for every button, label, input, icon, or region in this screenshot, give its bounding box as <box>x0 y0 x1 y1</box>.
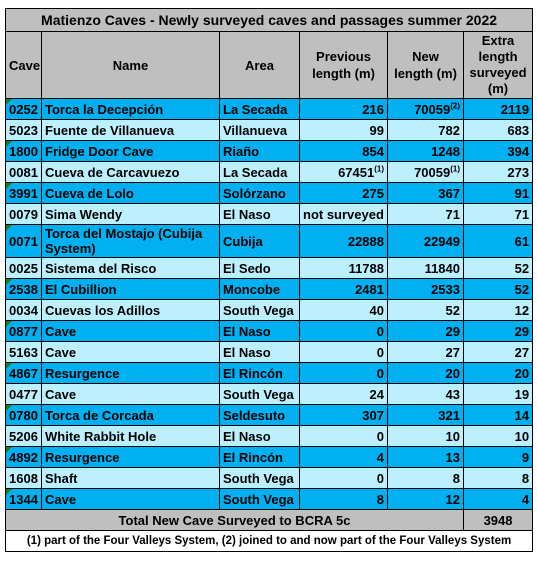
cell-cave-number <box>6 321 42 342</box>
cell-name <box>42 321 220 342</box>
cell-new-length <box>388 99 464 120</box>
table-row <box>6 363 533 384</box>
cell-extra-length <box>464 99 533 120</box>
cell-name <box>42 426 220 447</box>
cell-previous-length-text: 99 <box>369 122 384 138</box>
cell-name <box>42 99 220 120</box>
cell-previous-length <box>300 162 388 183</box>
cell-name-text: Torca del Mostajo (Cubija System) <box>45 226 203 256</box>
cell-previous-length <box>300 384 388 405</box>
cell-new-length <box>388 141 464 162</box>
cell-new-length-text: 20 <box>445 365 460 381</box>
cell-cave-number <box>6 120 42 141</box>
cell-new-length-text: 12 <box>445 491 460 507</box>
cell-new-length <box>388 489 464 510</box>
table-title: Matienzo Caves - Newly surveyed caves and passages summer 2022 <box>6 9 533 32</box>
cell-new-length <box>388 225 464 258</box>
cell-extra-length-text: 91 <box>514 185 530 201</box>
cell-previous-length-text: 4 <box>376 449 384 465</box>
cell-area-text: El Sedo <box>223 260 271 276</box>
table-row <box>6 225 533 258</box>
cell-previous-length-text: 0 <box>376 365 384 381</box>
cell-previous-length <box>300 363 388 384</box>
cell-area <box>220 489 300 510</box>
cell-new-length-text: 8 <box>452 470 460 486</box>
cell-cave-number <box>6 258 42 279</box>
table-row <box>6 183 533 204</box>
cell-area-text: Moncobe <box>223 281 281 297</box>
caves-table <box>5 8 533 552</box>
total-value: 3948 <box>464 510 533 531</box>
cell-extra-length <box>464 183 533 204</box>
cell-previous-length-footnote: (1) <box>374 164 384 174</box>
cell-cave-number <box>6 183 42 204</box>
cell-extra-length-text: 9 <box>521 449 530 465</box>
cell-cave-number <box>6 405 42 426</box>
cell-extra-length <box>464 162 533 183</box>
cell-new-length-text: 22949 <box>423 233 460 249</box>
footnote-row <box>6 531 533 552</box>
cell-area <box>220 183 300 204</box>
cell-previous-length-text: 24 <box>369 386 384 402</box>
cell-area-text: Cubija <box>223 233 263 249</box>
cell-name <box>42 468 220 489</box>
cell-cave-number <box>6 363 42 384</box>
header-new: New length (m) <box>388 32 464 99</box>
cell-cave-number-text: 1344 <box>9 491 38 507</box>
cell-name-text: Sima Wendy <box>45 206 123 222</box>
cell-extra-length <box>464 279 533 300</box>
cell-cave-number-text: 0034 <box>9 302 38 318</box>
cell-name <box>42 120 220 141</box>
cell-name-text: Cuevas los Adillos <box>45 302 161 318</box>
cell-previous-length-text: 11788 <box>348 260 384 276</box>
cell-new-length-text: 71 <box>445 206 460 222</box>
cell-new-length <box>388 279 464 300</box>
cell-extra-length <box>464 141 533 162</box>
cell-new-length <box>388 342 464 363</box>
cell-cave-number <box>6 468 42 489</box>
cell-previous-length <box>300 405 388 426</box>
cell-area-text: Riaño <box>223 143 260 159</box>
table-row <box>6 342 533 363</box>
cell-cave-number <box>6 384 42 405</box>
cell-new-length <box>388 321 464 342</box>
cell-new-length <box>388 204 464 225</box>
cell-previous-length <box>300 204 388 225</box>
cell-area-text: El Naso <box>223 344 271 360</box>
cell-new-length-text: 27 <box>445 344 460 360</box>
cell-extra-length-text: 29 <box>514 323 530 339</box>
header-extra: Extra length surveyed (m) <box>464 32 533 99</box>
cell-cave-number-text: 4867 <box>9 365 38 381</box>
cell-new-length-text: 10 <box>445 428 460 444</box>
header-cave: Cave <box>6 32 42 99</box>
table-row <box>6 300 533 321</box>
cell-extra-length <box>464 120 533 141</box>
cell-previous-length-text: 854 <box>362 143 384 159</box>
cell-area-text: El Naso <box>223 323 271 339</box>
cell-new-length <box>388 120 464 141</box>
cell-name <box>42 183 220 204</box>
table-row <box>6 447 533 468</box>
cell-cave-number-text: 0025 <box>9 260 38 276</box>
cell-name <box>42 279 220 300</box>
cell-new-length <box>388 258 464 279</box>
cell-cave-number-text: 0477 <box>9 386 38 402</box>
cell-previous-length <box>300 447 388 468</box>
table-row <box>6 426 533 447</box>
cell-area <box>220 141 300 162</box>
cell-extra-length-text: 10 <box>514 428 530 444</box>
cell-previous-length <box>300 225 388 258</box>
cell-cave-number-text: 5023 <box>9 122 38 138</box>
cell-new-length <box>388 183 464 204</box>
cell-name-text: Cave <box>45 344 77 360</box>
cell-area <box>220 363 300 384</box>
cell-name-text: White Rabbit Hole <box>45 428 157 444</box>
cell-previous-length-text: not surveyed <box>303 206 384 222</box>
cell-area-text: Seldesuto <box>223 407 286 423</box>
cell-name-text: Cueva de Carcavuezo <box>45 164 180 180</box>
cell-area <box>220 162 300 183</box>
cell-extra-length-text: 61 <box>514 233 530 249</box>
cell-cave-number-text: 5206 <box>9 428 38 444</box>
table-row <box>6 468 533 489</box>
cell-name <box>42 363 220 384</box>
cell-area <box>220 405 300 426</box>
cell-extra-length-text: 4 <box>521 491 530 507</box>
cell-new-length-text: 43 <box>445 386 460 402</box>
cell-previous-length-text: 40 <box>369 302 384 318</box>
cell-area-text: El Rincón <box>223 449 283 465</box>
table-row <box>6 204 533 225</box>
cell-new-length <box>388 426 464 447</box>
cell-extra-length-text: 2119 <box>500 101 530 117</box>
cell-cave-number-text: 3991 <box>9 185 38 201</box>
cell-cave-number <box>6 300 42 321</box>
cell-cave-number <box>6 426 42 447</box>
cell-name <box>42 258 220 279</box>
cell-cave-number-text: 0071 <box>9 233 38 249</box>
header-area: Area <box>220 32 300 99</box>
cell-cave-number-text: 0081 <box>9 164 38 180</box>
cell-area <box>220 279 300 300</box>
cell-area-text: Solórzano <box>223 185 286 201</box>
cell-extra-length <box>464 300 533 321</box>
cell-extra-length-text: 52 <box>514 281 530 297</box>
cell-name-text: Sistema del Risco <box>45 260 157 276</box>
cell-area-text: South Vega <box>223 302 294 318</box>
cell-name-text: El Cubillion <box>45 281 117 297</box>
cell-cave-number <box>6 279 42 300</box>
table-row <box>6 258 533 279</box>
cell-name <box>42 489 220 510</box>
table-row <box>6 141 533 162</box>
cell-extra-length-text: 12 <box>514 302 530 318</box>
cell-name-text: Fridge Door Cave <box>45 143 154 159</box>
cell-previous-length-text: 0 <box>376 470 384 486</box>
cell-area <box>220 120 300 141</box>
cell-previous-length <box>300 120 388 141</box>
header-row <box>6 32 533 99</box>
cell-name <box>42 141 220 162</box>
cell-new-length <box>388 405 464 426</box>
cell-new-length-text: 13 <box>445 449 460 465</box>
cell-extra-length <box>464 489 533 510</box>
cell-previous-length <box>300 426 388 447</box>
cell-cave-number <box>6 225 42 258</box>
table-row <box>6 279 533 300</box>
cell-extra-length-text: 52 <box>514 260 530 276</box>
cell-name-text: Cave <box>45 386 77 402</box>
cell-cave-number <box>6 204 42 225</box>
table-row <box>6 162 533 183</box>
cell-previous-length-text: 0 <box>376 344 384 360</box>
cell-new-length <box>388 162 464 183</box>
header-previous: Previous length (m) <box>300 32 388 99</box>
cell-new-length <box>388 447 464 468</box>
cell-new-length-text: 52 <box>445 302 460 318</box>
cell-previous-length-text: 67451 <box>338 164 375 180</box>
cell-cave-number <box>6 162 42 183</box>
cell-area-text: El Naso <box>223 428 271 444</box>
cell-name <box>42 300 220 321</box>
cell-extra-length-text: 20 <box>514 365 530 381</box>
cell-name-text: Resurgence <box>45 365 120 381</box>
cell-new-length-text: 70059 <box>414 101 451 117</box>
cell-cave-number <box>6 489 42 510</box>
cell-extra-length-text: 14 <box>514 407 530 423</box>
cell-area-text: El Rincón <box>223 365 283 381</box>
cell-extra-length <box>464 363 533 384</box>
cell-name-text: Cueva de Lolo <box>45 185 134 201</box>
cell-cave-number-text: 4892 <box>9 449 38 465</box>
cell-new-length-text: 1248 <box>431 143 460 159</box>
cell-name <box>42 342 220 363</box>
cell-previous-length-text: 307 <box>362 407 384 423</box>
cell-name-text: Torca la Decepción <box>45 101 164 117</box>
cell-previous-length <box>300 183 388 204</box>
cell-extra-length <box>464 468 533 489</box>
cell-extra-length <box>464 204 533 225</box>
cell-extra-length-text: 8 <box>521 470 530 486</box>
cell-area <box>220 225 300 258</box>
cell-previous-length-text: 275 <box>362 185 384 201</box>
cell-extra-length-text: 27 <box>514 344 530 360</box>
table-row <box>6 405 533 426</box>
cell-extra-length <box>464 225 533 258</box>
cell-previous-length <box>300 321 388 342</box>
cell-cave-number-text: 1800 <box>9 143 38 159</box>
cell-area <box>220 342 300 363</box>
cell-area <box>220 321 300 342</box>
cell-extra-length <box>464 258 533 279</box>
cell-name-text: Cave <box>45 491 77 507</box>
cell-cave-number-text: 0079 <box>9 206 38 222</box>
title-row <box>6 9 533 32</box>
cell-name <box>42 204 220 225</box>
cell-name <box>42 384 220 405</box>
footnote: (1) part of the Four Valleys System, (2) joined to and now part of the Four Valleys System <box>6 531 533 552</box>
cell-extra-length <box>464 426 533 447</box>
cell-new-length-footnote: (1) <box>450 164 460 174</box>
cell-name-text: Resurgence <box>45 449 120 465</box>
cell-cave-number-text: 2538 <box>9 281 38 297</box>
cell-previous-length-text: 0 <box>376 428 384 444</box>
cell-previous-length <box>300 279 388 300</box>
cell-new-length-text: 782 <box>438 122 460 138</box>
cell-new-length-footnote: (2) <box>450 101 460 111</box>
table-row <box>6 120 533 141</box>
cell-area-text: South Vega <box>223 386 294 402</box>
cell-previous-length <box>300 300 388 321</box>
cell-cave-number-text: 1608 <box>9 470 38 486</box>
cell-name-text: Torca de Corcada <box>45 407 154 423</box>
cell-name <box>42 447 220 468</box>
cell-previous-length <box>300 489 388 510</box>
cell-extra-length-text: 273 <box>507 164 530 180</box>
cell-new-length-text: 11840 <box>424 260 460 276</box>
cell-new-length <box>388 468 464 489</box>
table-row <box>6 99 533 120</box>
cell-extra-length-text: 71 <box>514 206 530 222</box>
cell-area <box>220 384 300 405</box>
cell-cave-number <box>6 447 42 468</box>
total-label: Total New Cave Surveyed to BCRA 5c <box>6 510 464 531</box>
cell-name <box>42 162 220 183</box>
total-row <box>6 510 533 531</box>
cell-previous-length <box>300 258 388 279</box>
cell-area <box>220 468 300 489</box>
cell-extra-length <box>464 447 533 468</box>
cell-name-text: Fuente de Villanueva <box>45 122 175 138</box>
cell-extra-length <box>464 384 533 405</box>
cell-area-text: South Vega <box>223 470 294 486</box>
cell-cave-number-text: 0252 <box>9 101 38 117</box>
cell-cave-number-text: 5163 <box>9 344 38 360</box>
cell-area-text: Villanueva <box>223 122 288 138</box>
header-name: Name <box>42 32 220 99</box>
cell-extra-length <box>464 321 533 342</box>
cell-previous-length-text: 2481 <box>355 281 384 297</box>
cell-cave-number <box>6 141 42 162</box>
cell-new-length <box>388 384 464 405</box>
table-row <box>6 321 533 342</box>
cell-area-text: La Secada <box>223 101 288 117</box>
cell-area-text: La Secada <box>223 164 288 180</box>
cell-name <box>42 225 220 258</box>
cell-previous-length <box>300 141 388 162</box>
cell-extra-length-text: 394 <box>507 143 530 159</box>
cell-cave-number-text: 0780 <box>9 407 38 423</box>
cell-area <box>220 258 300 279</box>
cell-previous-length <box>300 342 388 363</box>
cell-new-length <box>388 300 464 321</box>
caves-summary-sheet <box>5 8 532 552</box>
cell-new-length-text: 321 <box>438 407 460 423</box>
cell-previous-length-text: 216 <box>362 101 384 117</box>
cell-area <box>220 300 300 321</box>
cell-new-length-text: 367 <box>438 185 460 201</box>
table-row <box>6 384 533 405</box>
cell-area <box>220 99 300 120</box>
cell-cave-number <box>6 99 42 120</box>
cell-extra-length <box>464 405 533 426</box>
cell-area-text: El Naso <box>223 206 271 222</box>
cell-area-text: South Vega <box>223 491 294 507</box>
cell-new-length <box>388 363 464 384</box>
cell-cave-number <box>6 342 42 363</box>
cell-new-length-text: 2533 <box>431 281 460 297</box>
cell-area <box>220 426 300 447</box>
cell-previous-length <box>300 99 388 120</box>
cell-extra-length-text: 19 <box>514 386 530 402</box>
cell-extra-length <box>464 342 533 363</box>
cell-previous-length <box>300 468 388 489</box>
cell-area <box>220 204 300 225</box>
cell-new-length-text: 70059 <box>414 164 451 180</box>
cell-area <box>220 447 300 468</box>
cell-cave-number-text: 0877 <box>9 323 38 339</box>
cell-name-text: Shaft <box>45 470 78 486</box>
cell-new-length-text: 29 <box>445 323 460 339</box>
cell-previous-length-text: 0 <box>376 323 384 339</box>
cell-extra-length-text: 683 <box>507 122 530 138</box>
cell-previous-length-text: 8 <box>376 491 384 507</box>
cell-name-text: Cave <box>45 323 77 339</box>
table-row <box>6 489 533 510</box>
cell-name <box>42 405 220 426</box>
cell-previous-length-text: 22888 <box>347 233 384 249</box>
